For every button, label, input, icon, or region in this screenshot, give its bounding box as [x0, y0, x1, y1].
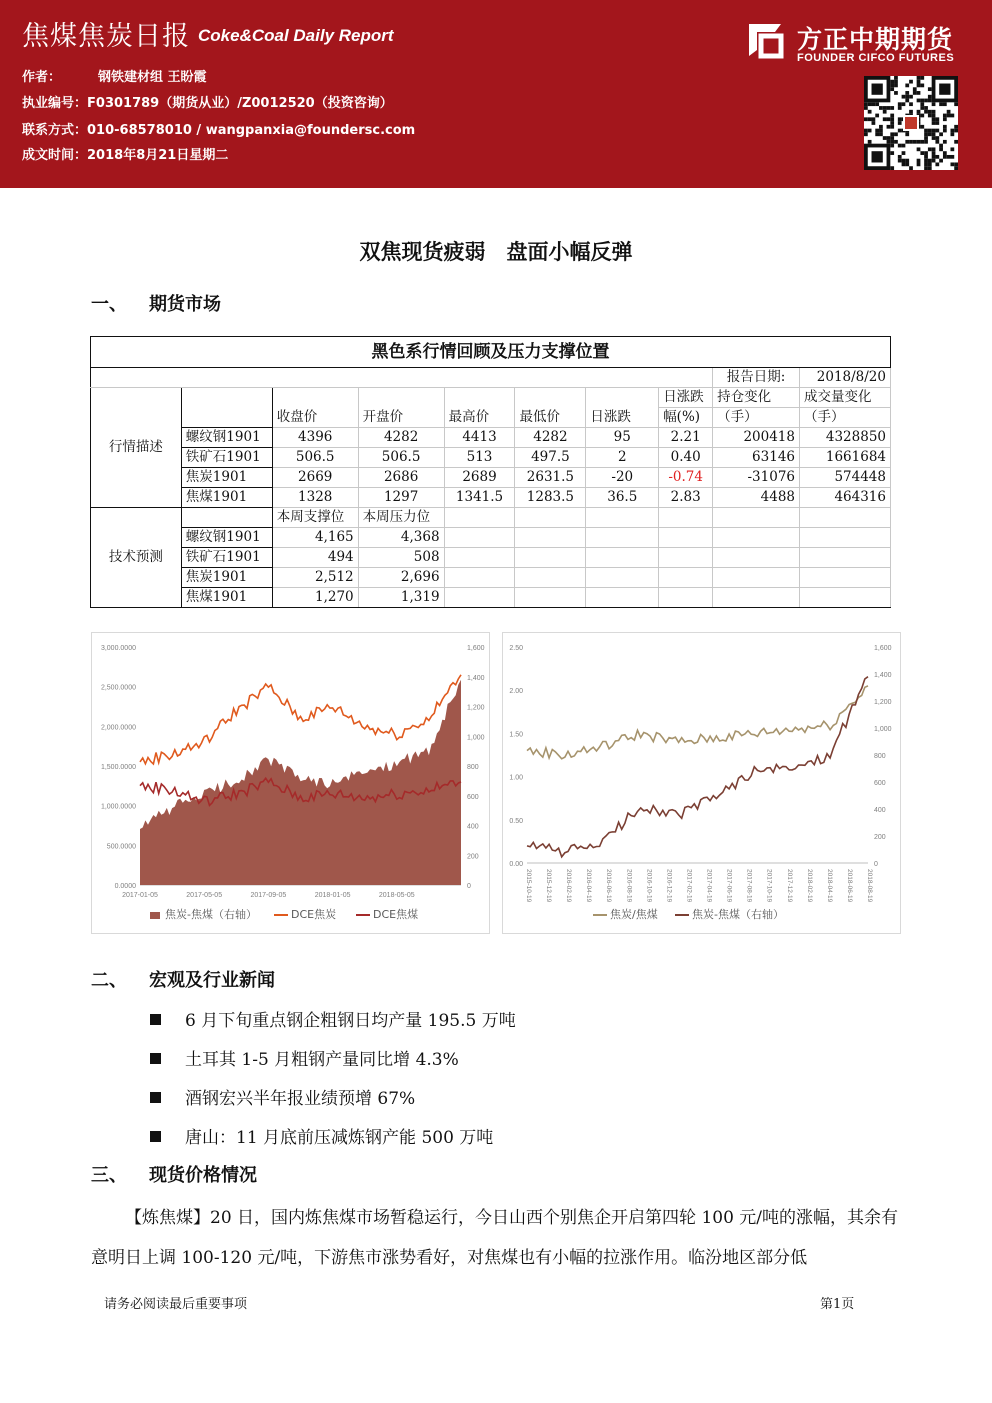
list-item — [150, 1006, 516, 1031]
cell-pct: -0.74 — [659, 468, 713, 488]
cell-change: 95 — [586, 428, 659, 448]
x-tick-label: 2016-08-19 — [625, 869, 633, 903]
report-title: 双焦现货疲弱 盘面小幅反弹 — [359, 240, 633, 264]
news-text: 6 月下旬重点钢企粗钢日均产量 195.5 万吨 — [185, 1011, 516, 1031]
bullet-square-icon — [150, 1092, 161, 1103]
report-date-label: 报告日期: — [713, 368, 800, 388]
col-header-change: 日涨跌 — [586, 388, 659, 428]
author-name: 钢铁建材组 王盼霞 — [98, 70, 207, 85]
series-line — [140, 675, 461, 764]
y-tick-label-right: 600 — [874, 780, 886, 787]
logo-text-cn: 方正中期期货 — [797, 25, 954, 54]
list-item — [150, 1123, 493, 1148]
x-tick-label: 2016-02-19 — [565, 869, 573, 903]
x-tick-label: 2018-06-19 — [845, 869, 853, 903]
table-row — [91, 588, 891, 608]
x-tick-label: 2018-05-05 — [378, 892, 415, 899]
row-name: 铁矿石1901 — [181, 448, 272, 468]
x-tick-label: 2017-06-19 — [725, 869, 733, 903]
cell-pct: 2.83 — [659, 488, 713, 508]
x-tick-label: 2018-01-05 — [314, 892, 351, 899]
cell-high: 2689 — [444, 468, 515, 488]
cell-resist: 508 — [358, 548, 444, 568]
y-tick-label-right: 1,600 — [467, 645, 485, 652]
cell-oi: 63146 — [713, 448, 800, 468]
cell-resist: 4,368 — [358, 528, 444, 548]
row-name: 铁矿石1901 — [181, 548, 272, 568]
x-tick-label: 2017-04-19 — [705, 869, 713, 903]
y-tick-label-right: 1,000 — [467, 734, 485, 742]
group-label-tech: 技术预测 — [91, 508, 182, 608]
cell-change: 2 — [586, 448, 659, 468]
row-name: 螺纹钢1901 — [181, 528, 272, 548]
x-tick-label: 2018-02-19 — [805, 869, 813, 903]
x-tick-label: 2017-09-05 — [250, 892, 287, 899]
col-header-oi-l2: （手） — [713, 408, 800, 428]
license-line — [22, 92, 393, 111]
series-line — [527, 677, 868, 857]
x-tick-label: 2018-04-19 — [825, 869, 833, 903]
cell-open: 506.5 — [358, 448, 444, 468]
table-row — [91, 568, 891, 588]
report-series-title-en: Coke&Coal Daily Report — [198, 26, 394, 45]
section-futures-heading — [91, 290, 221, 316]
y-tick-label-right: 0 — [467, 883, 471, 890]
legend-label: 焦炭-焦煤（右轴） — [165, 908, 257, 921]
header-rule — [0, 185, 992, 195]
news-text: 土耳其 1-5 月粗钢产量同比增 4.3% — [185, 1050, 459, 1070]
author-label: 作者： — [22, 70, 62, 85]
table-row — [91, 448, 891, 468]
x-tick-label: 2017-02-19 — [685, 869, 693, 903]
table-row — [91, 428, 891, 448]
y-tick-label-left: 3,000.0000 — [100, 645, 136, 652]
cell-low: 4282 — [515, 428, 586, 448]
license-label: 执业编号： — [22, 96, 88, 111]
chart-coke-coal-ratio — [502, 632, 901, 934]
y-tick-label-left: 2,500.0000 — [100, 684, 136, 692]
legend-label: 焦炭-焦煤（右轴） — [692, 908, 784, 921]
bullet-square-icon — [150, 1053, 161, 1064]
y-tick-label-right: 1,000 — [874, 726, 892, 733]
bullet-square-icon — [150, 1131, 161, 1142]
col-header-resist: 本周压力位 — [358, 508, 444, 528]
y-tick-label-left: 0.0000 — [114, 883, 136, 890]
table-row — [91, 528, 891, 548]
news-text: 酒钢宏兴半年报业绩预增 67% — [185, 1089, 416, 1109]
contact-label: 联系方式： — [22, 123, 88, 138]
row-name: 焦煤1901 — [181, 588, 272, 608]
y-tick-label-right: 0 — [874, 861, 878, 868]
table-row — [91, 548, 891, 568]
cell-support: 2,512 — [272, 568, 358, 588]
cell-close: 506.5 — [272, 448, 358, 468]
y-tick-label-left: 0.50 — [509, 817, 523, 825]
x-tick-label: 2016-10-19 — [645, 869, 653, 903]
cell-change: -20 — [586, 468, 659, 488]
footer-notice: 请务必阅读最后重要事项 — [104, 1297, 248, 1312]
cell-support: 4,165 — [272, 528, 358, 548]
company-logo — [745, 20, 975, 68]
y-tick-label-right: 800 — [467, 764, 479, 771]
cell-change: 36.5 — [586, 488, 659, 508]
cell-resist: 1,319 — [358, 588, 444, 608]
col-header-pct-l2: 幅(%) — [659, 408, 713, 428]
col-header-vol-l1: 成交量变化 — [800, 388, 891, 408]
cell-high: 513 — [444, 448, 515, 468]
y-tick-label-left: 1,500.0000 — [100, 764, 136, 771]
col-header-support: 本周支撑位 — [272, 508, 358, 528]
y-tick-label-right: 1,200 — [467, 704, 485, 712]
section-news-heading — [91, 966, 275, 992]
cell-vol: 1661684 — [800, 448, 891, 468]
table-report-date: 2018/8/20 — [800, 368, 891, 388]
y-tick-label-right: 1,400 — [467, 674, 485, 682]
col-header-vol-l2: （手） — [800, 408, 891, 428]
report-date: 2018年8月21日星期二 — [87, 148, 229, 163]
y-tick-label-right: 1,200 — [874, 699, 892, 706]
y-tick-label-right: 200 — [874, 834, 886, 841]
cell-support: 494 — [272, 548, 358, 568]
cell-open: 4282 — [358, 428, 444, 448]
news-text: 唐山：11 月底前压减炼钢产能 500 万吨 — [185, 1128, 494, 1148]
cell-close: 2669 — [272, 468, 358, 488]
y-tick-label-right: 1,600 — [874, 645, 892, 652]
report-series-title: 焦煤焦炭日报 — [22, 21, 190, 52]
contact-info: 010-68578010 / wangpanxia@foundersc.com — [87, 123, 416, 138]
chart-coke-coal-spread — [91, 632, 490, 934]
section-spot-heading — [91, 1161, 257, 1187]
col-header-pct-l1: 日涨跌 — [659, 388, 713, 408]
spot-paragraph: 【炼焦煤】20 日，国内炼焦煤市场暂稳运行，今日山西个别焦企开启第四轮 100 元/吨的涨幅，其余有意明日上调 100-120 元/吨，下游焦市涨势看好，对焦煤也有小幅的拉涨作用。临汾地区部分低 — [91, 1208, 899, 1268]
x-tick-label: 2015-12-19 — [545, 869, 553, 903]
row-name: 焦炭1901 — [181, 568, 272, 588]
y-tick-label-left: 2.00 — [509, 688, 523, 696]
y-tick-label-right: 600 — [467, 793, 479, 801]
y-tick-label-left: 1.00 — [509, 774, 523, 782]
author-line — [22, 66, 207, 85]
legend-label: DCE焦炭 — [291, 908, 337, 921]
section-number: 二、 — [91, 970, 127, 991]
y-tick-label-right: 800 — [874, 753, 886, 760]
y-tick-label-right: 400 — [467, 823, 479, 831]
cell-close: 1328 — [272, 488, 358, 508]
cell-oi: -31076 — [713, 468, 800, 488]
cell-open: 2686 — [358, 468, 444, 488]
x-tick-label: 2016-06-19 — [605, 869, 613, 903]
founder-logo-icon — [745, 20, 785, 60]
cell-pct: 2.21 — [659, 428, 713, 448]
x-tick-label: 2017-12-19 — [785, 869, 793, 903]
y-tick-label-right: 200 — [467, 853, 479, 861]
cell-support: 1,270 — [272, 588, 358, 608]
col-header-open: 开盘价 — [358, 388, 444, 428]
qr-code-icon — [864, 76, 958, 170]
y-tick-label-left: 2.50 — [509, 645, 523, 652]
cell-low: 497.5 — [515, 448, 586, 468]
y-tick-label-left: 1,000.0000 — [100, 803, 136, 811]
x-tick-label: 2017-01-05 — [122, 892, 158, 899]
contact-line — [22, 119, 415, 138]
x-tick-label: 2015-10-19 — [525, 869, 532, 903]
y-tick-label-left: 0.00 — [509, 861, 523, 868]
chart-coke-coal-spread-svg — [92, 633, 491, 935]
y-tick-label-left: 500.0000 — [106, 843, 136, 851]
y-tick-label-left: 1.50 — [509, 731, 523, 739]
row-name: 螺纹钢1901 — [181, 428, 272, 448]
table-title: 黑色系行情回顾及压力支撑位置 — [91, 337, 891, 368]
cell-open: 1297 — [358, 488, 444, 508]
series-area — [140, 680, 461, 885]
y-tick-label-right: 400 — [874, 807, 886, 814]
section-number: 三、 — [91, 1165, 127, 1186]
section-number: 一、 — [91, 294, 127, 315]
list-item — [150, 1084, 415, 1109]
cell-pct: 0.40 — [659, 448, 713, 468]
col-header-close: 收盘价 — [272, 388, 358, 428]
x-tick-label: 2016-12-19 — [665, 869, 673, 903]
cell-oi: 4488 — [713, 488, 800, 508]
x-tick-label: 2017-08-19 — [745, 869, 753, 903]
cell-oi: 200418 — [713, 428, 800, 448]
section-title: 期货市场 — [149, 294, 221, 315]
table-row — [91, 468, 891, 488]
col-header-low: 最低价 — [515, 388, 586, 428]
row-name: 焦炭1901 — [181, 468, 272, 488]
section-title: 宏观及行业新闻 — [149, 970, 275, 991]
cell-resist: 2,696 — [358, 568, 444, 588]
chart-coke-coal-ratio-svg — [503, 633, 902, 935]
cell-vol: 574448 — [800, 468, 891, 488]
cell-vol: 464316 — [800, 488, 891, 508]
x-tick-label: 2016-04-19 — [585, 869, 593, 903]
x-tick-label: 2017-10-19 — [765, 869, 773, 903]
col-header-high: 最高价 — [444, 388, 515, 428]
section-title: 现货价格情况 — [149, 1165, 257, 1186]
cell-low: 2631.5 — [515, 468, 586, 488]
legend-swatch — [150, 912, 160, 919]
series-line — [527, 686, 868, 759]
logo-text-en: FOUNDER CIFCO FUTURES — [797, 52, 955, 64]
row-name: 焦煤1901 — [181, 488, 272, 508]
legend-label: DCE焦煤 — [373, 908, 419, 921]
y-tick-label-left: 2,000.0000 — [100, 724, 136, 732]
legend-label: 焦炭/焦煤 — [610, 908, 658, 921]
cell-high: 4413 — [444, 428, 515, 448]
date-line — [22, 144, 228, 163]
bullet-square-icon — [150, 1014, 161, 1025]
group-label-market: 行情描述 — [91, 388, 182, 508]
col-header-oi-l1: 持仓变化 — [713, 388, 800, 408]
x-tick-label: 2017-05-05 — [186, 892, 223, 899]
x-tick-label: 2018-08-19 — [866, 869, 873, 903]
list-item — [150, 1045, 459, 1070]
table-row — [91, 488, 891, 508]
y-tick-label-right: 1,400 — [874, 672, 892, 679]
cell-vol: 4328850 — [800, 428, 891, 448]
page-number: 第1页 — [820, 1297, 855, 1312]
license-number: F0301789（期货从业）/Z0012520（投资咨询） — [87, 96, 393, 111]
cell-high: 1341.5 — [444, 488, 515, 508]
date-label: 成文时间： — [22, 148, 88, 163]
cell-close: 4396 — [272, 428, 358, 448]
market-review-table — [90, 336, 891, 608]
report-header — [0, 0, 992, 185]
cell-low: 1283.5 — [515, 488, 586, 508]
